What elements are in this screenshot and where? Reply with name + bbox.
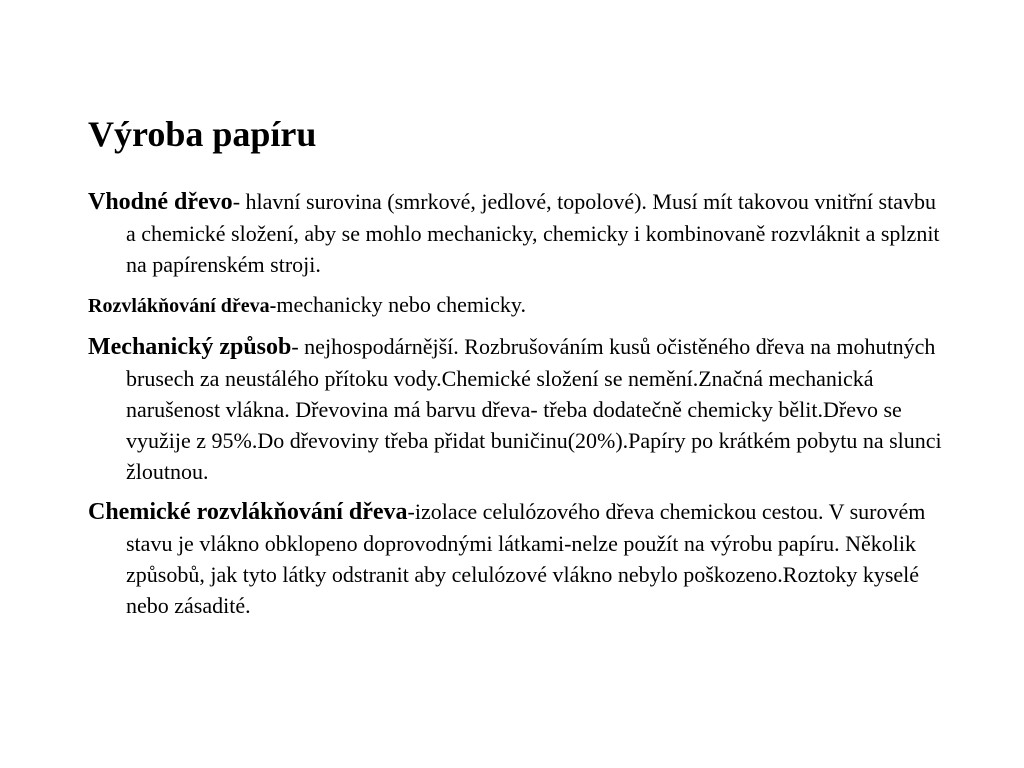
paragraph-vhodne-drevo — [88, 186, 948, 280]
text-rozvláknovani: mechanicky nebo chemicky. — [276, 292, 526, 317]
term-mechanicky-zpusob: Mechanický způsob — [88, 334, 292, 360]
slide-title: Výroba papíru — [88, 114, 317, 154]
text-chemicke-rozvlaknovani: -izolace celulózového dřeva chemickou cestou. V surovém stavu je vlákno obklopeno doprovodnými látkami-nelze použít na výrobu papíru. Několik způsobů, jak tyto látky odstranit aby celulózové vlákno nebylo poškozeno.Roztoky kyselé nebo zásadité. — [126, 499, 926, 618]
term-vhodne-drevo: Vhodné dřevo — [88, 189, 233, 215]
paragraph-rozvláknovani — [88, 289, 948, 322]
slide-body — [88, 186, 948, 630]
paragraph-mechanicky-zpusob — [88, 331, 948, 487]
term-rozvláknovani: Rozvlákňování dřeva- — [88, 295, 277, 317]
text-vhodne-drevo: - hlavní surovina (smrkové, jedlové, topolové). Musí mít takovou vnitřní stavbu a chemické složení, aby se mohlo mechanicky, chemicky i kombinovaně rozvláknit a splznit na papírenském stroji. — [126, 189, 940, 277]
text-mechanicky-zpusob: - nejhospodárnější. Rozbrušováním kusů očistěného dřeva na mohutných brusech za neustálého přítoku vody.Chemické složení se nemění.Značná mechanická narušenost vlákna. Dřevovina má barvu dřeva- třeba dodatečně chemicky bělit.Dřevo se využije z 95%.Do dřevoviny třeba přidat buničinu(20%).Papíry po krátkém pobytu na slunci žloutnou. — [126, 334, 942, 484]
term-chemicke-rozvlaknovani: Chemické rozvlákňování dřeva — [88, 499, 408, 525]
paragraph-chemicke-rozvlaknovani — [88, 496, 948, 621]
